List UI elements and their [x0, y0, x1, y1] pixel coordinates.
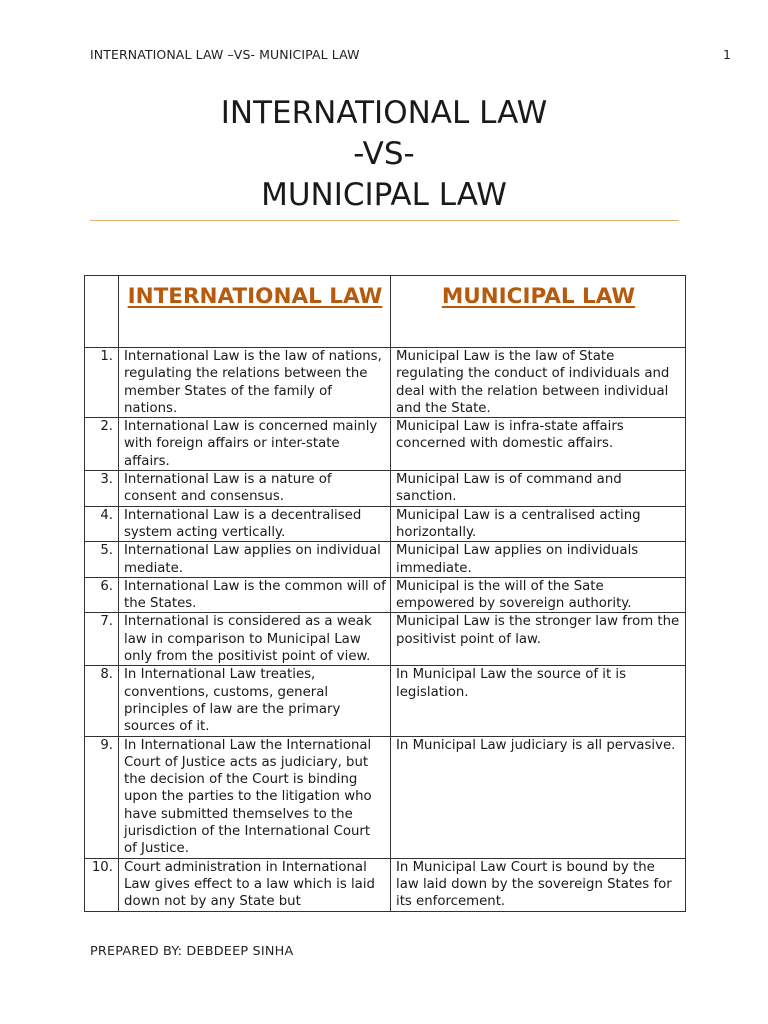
- municipal-cell: In Municipal Law Court is bound by the law laid down by the sovereign States for its enforcement.: [391, 858, 686, 911]
- row-number: 7.: [85, 613, 119, 666]
- municipal-cell: Municipal Law is infra-state affairs concerned with domestic affairs.: [391, 418, 686, 471]
- title-line-3: MUNICIPAL LAW: [261, 177, 507, 213]
- row-number: 6.: [85, 577, 119, 613]
- table-row: [85, 471, 686, 507]
- municipal-cell: In Municipal Law the source of it is legislation.: [391, 666, 686, 736]
- row-number: 4.: [85, 506, 119, 542]
- running-header-title: INTERNATIONAL LAW –VS- MUNICIPAL LAW: [90, 47, 360, 62]
- table-row: [85, 613, 686, 666]
- column-header-international: INTERNATIONAL LAW: [119, 276, 391, 348]
- row-number: 1.: [85, 348, 119, 418]
- document-title: [0, 93, 768, 216]
- page-number: 1: [723, 47, 731, 62]
- table-row: [85, 577, 686, 613]
- table-row: [85, 666, 686, 736]
- table-row: [85, 858, 686, 911]
- municipal-cell: Municipal Law is the law of State regulating the conduct of individuals and deal with the relation between individual and the State.: [391, 348, 686, 418]
- international-cell: International Law is a nature of consent and consensus.: [119, 471, 391, 507]
- international-cell: International Law is the law of nations, regulating the relations between the member States of the family of nations.: [119, 348, 391, 418]
- international-cell: Court administration in International Law gives effect to a law which is laid down not by any State but: [119, 858, 391, 911]
- international-cell: International Law applies on individual mediate.: [119, 542, 391, 578]
- table-row: [85, 418, 686, 471]
- international-cell: International is considered as a weak law in comparison to Municipal Law only from the positivist point of view.: [119, 613, 391, 666]
- table-row: [85, 506, 686, 542]
- municipal-cell: In Municipal Law judiciary is all pervasive.: [391, 736, 686, 858]
- title-line-2: -VS-: [353, 136, 415, 172]
- table-row: [85, 542, 686, 578]
- column-header-number: [85, 276, 119, 348]
- table-row: [85, 348, 686, 418]
- municipal-cell: Municipal is the will of the Sate empowered by sovereign authority.: [391, 577, 686, 613]
- international-cell: In International Law treaties, conventions, customs, general principles of law are the primary sources of it.: [119, 666, 391, 736]
- comparison-table: [84, 275, 686, 912]
- column-header-municipal: MUNICIPAL LAW: [391, 276, 686, 348]
- row-number: 3.: [85, 471, 119, 507]
- international-cell: International Law is a decentralised system acting vertically.: [119, 506, 391, 542]
- table-row: [85, 736, 686, 858]
- title-line-1: INTERNATIONAL LAW: [220, 95, 548, 131]
- row-number: 9.: [85, 736, 119, 858]
- municipal-cell: Municipal Law is of command and sanction.: [391, 471, 686, 507]
- row-number: 8.: [85, 666, 119, 736]
- row-number: 2.: [85, 418, 119, 471]
- international-cell: International Law is concerned mainly with foreign affairs or inter-state affairs.: [119, 418, 391, 471]
- row-number: 10.: [85, 858, 119, 911]
- table-header-row: [85, 276, 686, 348]
- municipal-cell: Municipal Law applies on individuals immediate.: [391, 542, 686, 578]
- municipal-cell: Municipal Law is the stronger law from the positivist point of law.: [391, 613, 686, 666]
- row-number: 5.: [85, 542, 119, 578]
- international-cell: International Law is the common will of the States.: [119, 577, 391, 613]
- municipal-cell: Municipal Law is a centralised acting horizontally.: [391, 506, 686, 542]
- title-divider: [90, 220, 679, 221]
- footer-prepared-by: PREPARED BY: DEBDEEP SINHA: [90, 944, 294, 959]
- international-cell: In International Law the International Court of Justice acts as judiciary, but the decision of the Court is binding upon the parties to the litigation who have submitted themselves to the jurisdiction of the International Court of Justice.: [119, 736, 391, 858]
